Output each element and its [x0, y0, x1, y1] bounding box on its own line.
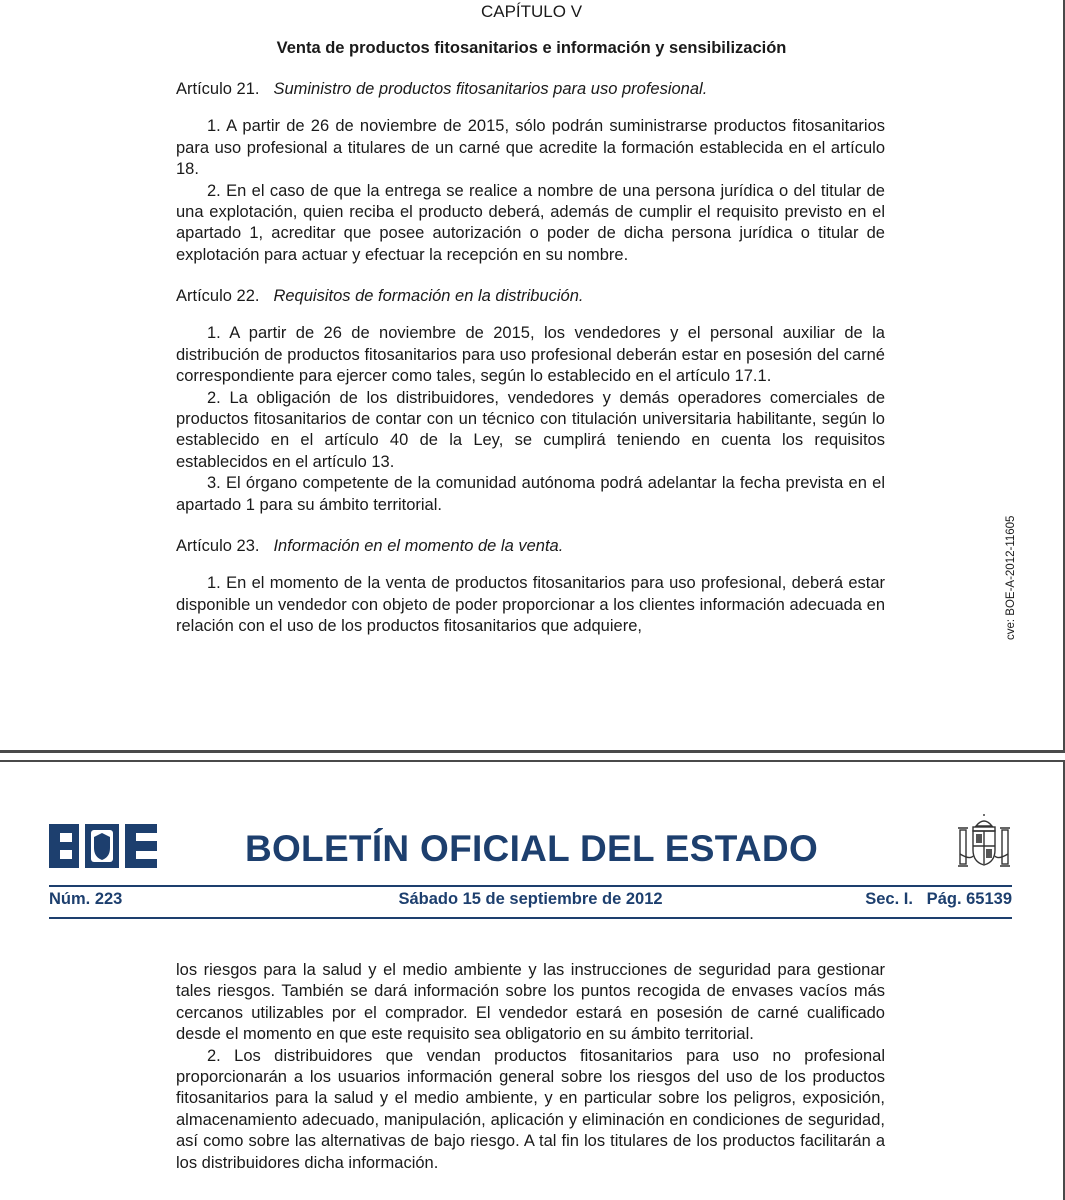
header-rule-top [49, 885, 1012, 887]
article-23-heading [176, 536, 885, 557]
continued-paragraph: los riesgos para la salud y el medio ambiente y las instrucciones de seguridad para gestionar tales riesgos. También se dará información sobre los puntos recogida de envases vacíos más cercanos utilizables por el comprador. El vendedor estará en posesión de carné cualificado desde el momento en que este requisito sea obligatorio en su ámbito territorial. [176, 961, 885, 1044]
section-page: Sec. I. Pág. 65139 [865, 890, 1012, 908]
article-22-title: Requisitos de formación en la distribución. [273, 287, 584, 305]
article-21-number: Artículo 21. [176, 80, 260, 98]
issue-number: Núm. 223 [49, 890, 123, 908]
article-21-title: Suministro de productos fitosanitarios para uso profesional. [273, 80, 708, 98]
article-21 [176, 79, 885, 266]
chapter-heading: CAPÍTULO V [480, 2, 583, 21]
article-23-title: Información en el momento de la venta. [273, 537, 564, 555]
page-separator [0, 750, 1065, 762]
article-21-heading [176, 79, 885, 100]
article-22-number: Artículo 22. [176, 287, 260, 305]
article-21-paragraph-2: 2. En el caso de que la entrega se realice a nombre de una persona jurídica o del titular de una explotación, quien reciba el producto deberá, además de cumplir el requisito previsto en el apartado 1, acreditar que posee autorización o poder de dicha persona jurídica o titular de explotación para actuar y efectuar la recepción en su nombre. [176, 181, 885, 264]
article-23-paragraph-1: 1. En el momento de la venta de productos fitosanitarios para uso profesional, deberá estar disponible un vendedor con objeto de poder proporcionar a los clientes información adecuada en relación con el uso de los productos fitosanitarios que adquiere, [176, 574, 885, 636]
cve-code: cve: BOE-A-2012-11605 [1005, 515, 1017, 640]
article-23-continued [176, 960, 885, 1174]
article-21-paragraph-1: 1. A partir de 26 de noviembre de 2015, sólo podrán suministrarse productos fitosanitarios para uso profesional a titulares de un carné que acredite la formación establecida en el artículo 18. [176, 117, 885, 179]
article-23 [176, 536, 885, 638]
issue-date: Sábado 15 de septiembre de 2012 [398, 890, 663, 908]
bulletin-info-row [49, 890, 1012, 914]
chapter-title: Venta de productos fitosanitarios e información y sensibilización [276, 39, 787, 57]
article-23-number: Artículo 23. [176, 537, 260, 555]
article-23-paragraph-2: 2. Los distribuidores que vendan productos fitosanitarios para uso no profesional proporcionarán a los usuarios información general sobre los riesgos del uso de los productos fitosanitarios para la salud y el medio ambiente, y en particular sobre los peligros, exposición, almacenamiento adecuado, manipulación, aplicación y eliminación en condiciones de seguridad, así como sobre las alternativas de bajo riesgo. A tal fin los titulares de los productos facilitarán a los distribuidores dicha información. [176, 1046, 885, 1172]
article-22 [176, 286, 885, 516]
coat-of-arms-icon [956, 814, 1012, 876]
article-22-heading [176, 286, 885, 307]
document-page-bottom [0, 762, 1065, 1200]
bulletin-title: BOLETÍN OFICIAL DEL ESTADO [244, 828, 819, 869]
header-rule-bottom [49, 917, 1012, 919]
article-22-paragraph-2: 2. La obligación de los distribuidores, vendedores y demás operadores comerciales de productos fitosanitarios de contar con un técnico con titulación universitaria habilitante, según lo establecido en el artículo 40 de la Ley, se cumplirá teniendo en cuenta los requisitos establecidos en el artículo 13. [176, 388, 885, 471]
article-22-paragraph-3: 3. El órgano competente de la comunidad autónoma podrá adelantar la fecha prevista en el apartado 1 para su ámbito territorial. [176, 474, 885, 514]
article-22-paragraph-1: 1. A partir de 26 de noviembre de 2015, los vendedores y el personal auxiliar de la distribución de productos fitosanitarios para uso profesional deberán estar en posesión del carné correspondiente para ejercer como tales, según lo establecido en el artículo 17.1. [176, 324, 885, 386]
